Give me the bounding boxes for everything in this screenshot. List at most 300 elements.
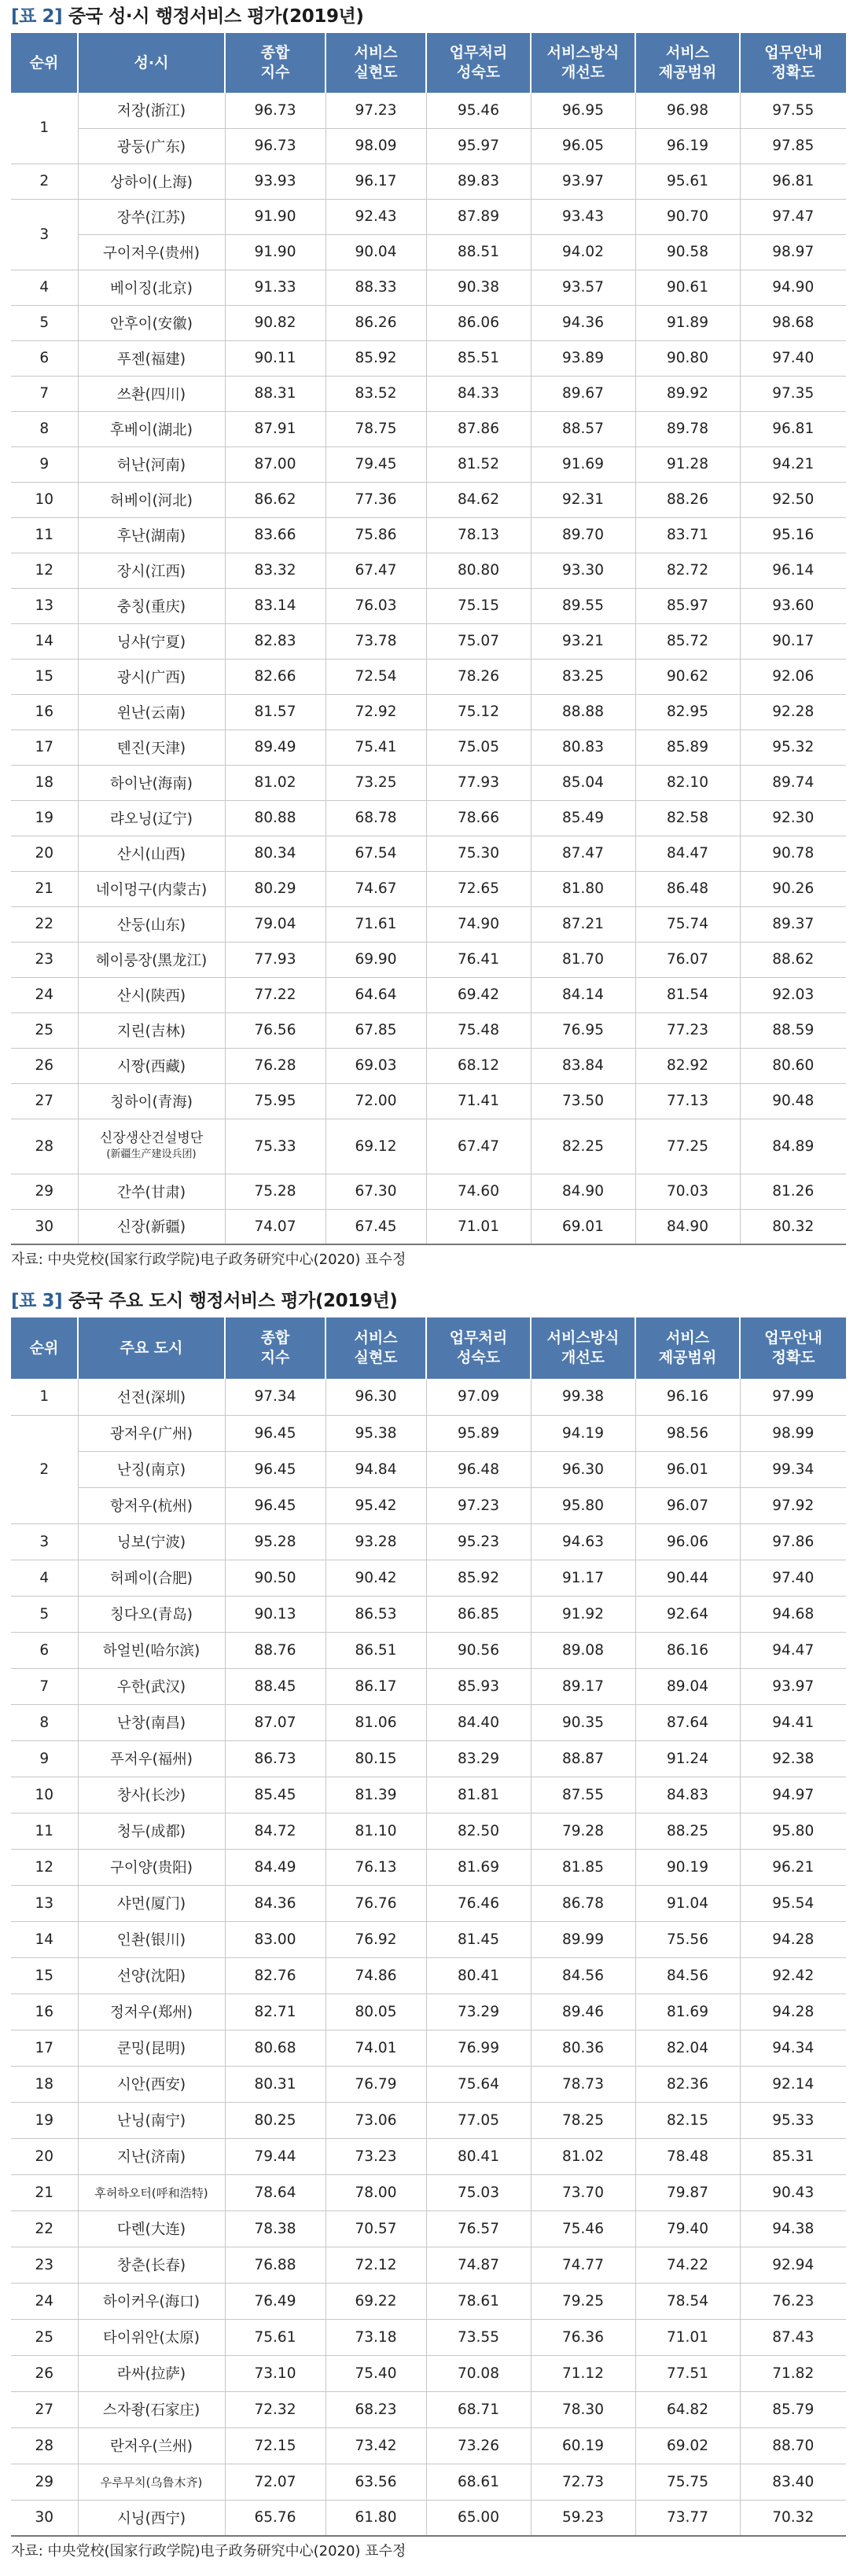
cell-service-realization: 67.47 <box>326 553 426 588</box>
cell-delivery-improvement: 72.73 <box>531 2464 635 2500</box>
cell-processing-maturity: 76.99 <box>426 2030 531 2066</box>
cell-processing-maturity: 97.23 <box>426 1487 531 1523</box>
cell-service-realization: 73.78 <box>326 623 426 659</box>
cell-composite-index: 80.88 <box>225 800 326 836</box>
cell-processing-maturity: 95.23 <box>426 1523 531 1560</box>
cell-service-realization: 97.23 <box>326 93 426 128</box>
cell-service-realization: 79.45 <box>326 446 426 482</box>
header-rank: 순위 <box>11 33 78 93</box>
cell-composite-index: 86.73 <box>225 1740 326 1777</box>
cell-composite-index: 80.29 <box>225 871 326 906</box>
cell-guidance-accuracy: 83.40 <box>740 2464 846 2500</box>
cell-composite-index: 90.50 <box>225 1560 326 1596</box>
table-row <box>11 659 846 694</box>
cell-composite-index: 88.76 <box>225 1632 326 1668</box>
cell-service-realization: 75.40 <box>326 2355 426 2391</box>
cell-composite-index: 87.00 <box>225 446 326 482</box>
cell-composite-index: 91.90 <box>225 199 326 234</box>
cell-service-scope: 64.82 <box>635 2391 740 2427</box>
cell-service-scope: 77.23 <box>635 1012 740 1048</box>
cell-rank: 30 <box>11 2500 78 2536</box>
cell-rank: 30 <box>11 1209 78 1244</box>
cell-composite-index: 83.32 <box>225 553 326 588</box>
cell-rank: 11 <box>11 517 78 553</box>
table-row <box>11 1704 846 1740</box>
table-header-row <box>11 1317 846 1379</box>
cell-service-scope: 82.58 <box>635 800 740 836</box>
cell-rank: 5 <box>11 305 78 340</box>
table-row <box>11 1740 846 1777</box>
cell-service-realization: 74.86 <box>326 1957 426 1994</box>
table-row <box>11 2391 846 2427</box>
cell-region: 허난(河南) <box>78 446 225 482</box>
cell-service-realization: 75.41 <box>326 729 426 765</box>
cell-service-realization: 70.57 <box>326 2210 426 2247</box>
cell-guidance-accuracy: 95.33 <box>740 2102 846 2138</box>
cell-processing-maturity: 81.69 <box>426 1849 531 1885</box>
cell-service-realization: 78.00 <box>326 2174 426 2210</box>
table-row <box>11 800 846 836</box>
cell-rank: 4 <box>11 1560 78 1596</box>
cell-service-scope: 77.51 <box>635 2355 740 2391</box>
cell-region: 지난(济南) <box>78 2138 225 2174</box>
cell-service-realization: 73.25 <box>326 765 426 800</box>
table-row <box>11 1596 846 1632</box>
cell-rank: 8 <box>11 411 78 446</box>
table-row <box>11 1994 846 2030</box>
table-row <box>11 2210 846 2247</box>
cell-service-scope: 78.54 <box>635 2283 740 2319</box>
cell-guidance-accuracy: 97.99 <box>740 1379 846 1415</box>
cell-service-realization: 96.17 <box>326 164 426 199</box>
table-row <box>11 305 846 340</box>
cell-guidance-accuracy: 94.68 <box>740 1596 846 1632</box>
cell-delivery-improvement: 78.30 <box>531 2391 635 2427</box>
cell-rank: 27 <box>11 2391 78 2427</box>
table-row <box>11 2247 846 2283</box>
cell-service-scope: 82.36 <box>635 2066 740 2102</box>
cell-service-scope: 96.16 <box>635 1379 740 1415</box>
cell-rank: 3 <box>11 199 78 270</box>
cell-region: 장쑤(江苏) <box>78 199 225 234</box>
cell-composite-index: 90.82 <box>225 305 326 340</box>
table-row <box>11 906 846 942</box>
cell-region: 창사(长沙) <box>78 1777 225 1813</box>
cell-region: 충칭(重庆) <box>78 588 225 623</box>
cell-service-realization: 76.92 <box>326 1921 426 1957</box>
cell-delivery-improvement: 82.25 <box>531 1119 635 1174</box>
cell-composite-index: 78.38 <box>225 2210 326 2247</box>
table-2-title <box>11 0 846 33</box>
cell-guidance-accuracy: 95.54 <box>740 1885 846 1921</box>
cell-rank: 6 <box>11 340 78 376</box>
cell-processing-maturity: 84.33 <box>426 376 531 411</box>
cell-region: 톈진(天津) <box>78 729 225 765</box>
cell-region: 하얼빈(哈尔滨) <box>78 1632 225 1668</box>
cell-rank: 7 <box>11 1668 78 1704</box>
cell-guidance-accuracy: 94.97 <box>740 1777 846 1813</box>
table-3-label: [표 3] <box>11 1291 63 1311</box>
cell-composite-index: 84.72 <box>225 1813 326 1849</box>
table-2-title-text: 중국 성·시 행정서비스 평가(2019년) <box>68 6 364 27</box>
cell-rank: 12 <box>11 553 78 588</box>
cell-rank: 12 <box>11 1849 78 1885</box>
cell-region: 지린(吉林) <box>78 1012 225 1048</box>
table-row <box>11 1451 846 1487</box>
table-row <box>11 482 846 517</box>
cell-service-scope: 75.74 <box>635 906 740 942</box>
cell-processing-maturity: 80.41 <box>426 1957 531 1994</box>
cell-rank: 5 <box>11 1596 78 1632</box>
cell-processing-maturity: 76.41 <box>426 942 531 977</box>
cell-service-scope: 98.56 <box>635 1415 740 1451</box>
cell-region: 난닝(南宁) <box>78 2102 225 2138</box>
cell-delivery-improvement: 69.01 <box>531 1209 635 1244</box>
cell-rank: 17 <box>11 2030 78 2066</box>
cell-processing-maturity: 73.26 <box>426 2427 531 2464</box>
table-row <box>11 694 846 729</box>
cell-processing-maturity: 74.60 <box>426 1174 531 1209</box>
cell-guidance-accuracy: 94.21 <box>740 446 846 482</box>
cell-delivery-improvement: 88.57 <box>531 411 635 446</box>
cell-guidance-accuracy: 92.06 <box>740 659 846 694</box>
cell-rank: 9 <box>11 446 78 482</box>
cell-rank: 29 <box>11 2464 78 2500</box>
header-processing-maturity: 업무처리 성숙도 <box>426 33 531 93</box>
cell-processing-maturity: 85.92 <box>426 1560 531 1596</box>
table-row <box>11 977 846 1012</box>
cell-service-scope: 90.62 <box>635 659 740 694</box>
table-row <box>11 1119 846 1174</box>
cell-region: 시안(西安) <box>78 2066 225 2102</box>
cell-guidance-accuracy: 98.97 <box>740 234 846 270</box>
cell-rank: 26 <box>11 1048 78 1083</box>
cell-service-scope: 90.61 <box>635 270 740 305</box>
cell-service-scope: 85.72 <box>635 623 740 659</box>
cell-guidance-accuracy: 92.03 <box>740 977 846 1012</box>
cell-guidance-accuracy: 85.79 <box>740 2391 846 2427</box>
cell-guidance-accuracy: 99.34 <box>740 1451 846 1487</box>
cell-processing-maturity: 75.48 <box>426 1012 531 1048</box>
cell-service-realization: 72.54 <box>326 659 426 694</box>
cell-delivery-improvement: 84.14 <box>531 977 635 1012</box>
cell-rank: 3 <box>11 1523 78 1560</box>
cell-service-scope: 82.72 <box>635 553 740 588</box>
cell-composite-index: 96.73 <box>225 128 326 164</box>
cell-rank: 29 <box>11 1174 78 1209</box>
cell-region: 광둥(广东) <box>78 128 225 164</box>
table-row <box>11 1012 846 1048</box>
cell-region: 베이징(北京) <box>78 270 225 305</box>
cell-composite-index: 72.07 <box>225 2464 326 2500</box>
cell-composite-index: 78.64 <box>225 2174 326 2210</box>
cell-composite-index: 97.34 <box>225 1379 326 1415</box>
cell-service-realization: 68.23 <box>326 2391 426 2427</box>
cell-composite-index: 89.49 <box>225 729 326 765</box>
cell-delivery-improvement: 78.25 <box>531 2102 635 2138</box>
cell-service-realization: 81.06 <box>326 1704 426 1740</box>
cell-processing-maturity: 77.93 <box>426 765 531 800</box>
cell-processing-maturity: 65.00 <box>426 2500 531 2536</box>
cell-composite-index: 90.11 <box>225 340 326 376</box>
cell-service-realization: 76.13 <box>326 1849 426 1885</box>
table-row <box>11 765 846 800</box>
header-region: 성·시 <box>78 33 225 93</box>
cell-service-scope: 71.01 <box>635 2319 740 2355</box>
cell-region: 스자좡(石家庄) <box>78 2391 225 2427</box>
cell-processing-maturity: 85.51 <box>426 340 531 376</box>
cell-rank: 4 <box>11 270 78 305</box>
cell-rank: 21 <box>11 871 78 906</box>
cell-region: 안후이(安徽) <box>78 305 225 340</box>
cell-delivery-improvement: 79.28 <box>531 1813 635 1849</box>
cell-rank: 20 <box>11 2138 78 2174</box>
cell-region: 정저우(郑州) <box>78 1994 225 2030</box>
cell-delivery-improvement: 76.95 <box>531 1012 635 1048</box>
cell-processing-maturity: 87.89 <box>426 199 531 234</box>
cell-service-scope: 91.89 <box>635 305 740 340</box>
cell-delivery-improvement: 81.80 <box>531 871 635 906</box>
cell-service-scope: 74.22 <box>635 2247 740 2283</box>
cell-processing-maturity: 75.05 <box>426 729 531 765</box>
cell-region: 난징(南京) <box>78 1451 225 1487</box>
table-row <box>11 588 846 623</box>
cell-service-scope: 90.58 <box>635 234 740 270</box>
cell-service-realization: 86.53 <box>326 1596 426 1632</box>
cell-rank: 13 <box>11 1885 78 1921</box>
cell-composite-index: 80.34 <box>225 836 326 871</box>
cell-region: 헤이룽장(黑龙江) <box>78 942 225 977</box>
cell-region: 구이양(贵阳) <box>78 1849 225 1885</box>
cell-service-realization: 80.05 <box>326 1994 426 2030</box>
cell-region: 간쑤(甘肃) <box>78 1174 225 1209</box>
table-row <box>11 1048 846 1083</box>
cell-composite-index: 76.28 <box>225 1048 326 1083</box>
cell-composite-index: 87.91 <box>225 411 326 446</box>
cell-service-scope: 92.64 <box>635 1596 740 1632</box>
cell-service-realization: 72.00 <box>326 1083 426 1119</box>
cell-rank: 14 <box>11 1921 78 1957</box>
cell-delivery-improvement: 94.36 <box>531 305 635 340</box>
cell-delivery-improvement: 93.43 <box>531 199 635 234</box>
cell-service-scope: 91.24 <box>635 1740 740 1777</box>
cell-guidance-accuracy: 88.62 <box>740 942 846 977</box>
cell-service-scope: 96.98 <box>635 93 740 128</box>
cell-service-scope: 87.64 <box>635 1704 740 1740</box>
cell-service-scope: 81.54 <box>635 977 740 1012</box>
cell-rank: 16 <box>11 694 78 729</box>
cell-guidance-accuracy: 94.90 <box>740 270 846 305</box>
table-row <box>11 1487 846 1523</box>
table-row <box>11 2102 846 2138</box>
table-row <box>11 1174 846 1209</box>
cell-service-scope: 89.78 <box>635 411 740 446</box>
cell-region: 인촨(银川) <box>78 1921 225 1957</box>
cell-guidance-accuracy: 96.21 <box>740 1849 846 1885</box>
cell-service-scope: 70.03 <box>635 1174 740 1209</box>
cell-region: 타이위안(太原) <box>78 2319 225 2355</box>
cell-rank: 23 <box>11 942 78 977</box>
cell-processing-maturity: 75.15 <box>426 588 531 623</box>
cell-service-scope: 86.16 <box>635 1632 740 1668</box>
cell-service-realization: 67.85 <box>326 1012 426 1048</box>
table-row <box>11 2500 846 2536</box>
cell-region: 후난(湖南) <box>78 517 225 553</box>
cell-rank: 18 <box>11 765 78 800</box>
cell-service-realization: 98.09 <box>326 128 426 164</box>
cell-service-realization: 67.54 <box>326 836 426 871</box>
cell-composite-index: 72.32 <box>225 2391 326 2427</box>
cell-region: 시짱(西藏) <box>78 1048 225 1083</box>
cell-service-realization: 61.80 <box>326 2500 426 2536</box>
cell-region: 허페이(合肥) <box>78 1560 225 1596</box>
cell-service-scope: 89.04 <box>635 1668 740 1704</box>
cell-service-realization: 92.43 <box>326 199 426 234</box>
header-rank: 순위 <box>11 1317 78 1379</box>
cell-region: 후베이(湖北) <box>78 411 225 446</box>
cell-service-scope: 85.97 <box>635 588 740 623</box>
cell-processing-maturity: 75.03 <box>426 2174 531 2210</box>
cell-composite-index: 75.28 <box>225 1174 326 1209</box>
cell-rank: 23 <box>11 2247 78 2283</box>
cell-service-scope: 88.25 <box>635 1813 740 1849</box>
cell-processing-maturity: 77.05 <box>426 2102 531 2138</box>
cell-guidance-accuracy: 90.78 <box>740 836 846 871</box>
cell-composite-index: 72.15 <box>225 2427 326 2464</box>
cell-delivery-improvement: 59.23 <box>531 2500 635 2536</box>
cell-composite-index: 84.49 <box>225 1849 326 1885</box>
cell-rank: 27 <box>11 1083 78 1119</box>
cell-service-realization: 73.23 <box>326 2138 426 2174</box>
cell-service-realization: 74.67 <box>326 871 426 906</box>
table-row <box>11 1777 846 1813</box>
cell-rank: 20 <box>11 836 78 871</box>
cell-processing-maturity: 78.61 <box>426 2283 531 2319</box>
cell-guidance-accuracy: 97.47 <box>740 199 846 234</box>
cell-composite-index: 73.10 <box>225 2355 326 2391</box>
cell-processing-maturity: 84.40 <box>426 1704 531 1740</box>
table-row <box>11 517 846 553</box>
cell-delivery-improvement: 89.99 <box>531 1921 635 1957</box>
cell-processing-maturity: 78.66 <box>426 800 531 836</box>
table-row <box>11 93 846 128</box>
cell-composite-index: 96.45 <box>225 1487 326 1523</box>
cell-delivery-improvement: 75.46 <box>531 2210 635 2247</box>
cell-composite-index: 77.93 <box>225 942 326 977</box>
cell-service-scope: 88.26 <box>635 482 740 517</box>
cell-service-realization: 76.76 <box>326 1885 426 1921</box>
cell-delivery-improvement: 99.38 <box>531 1379 635 1415</box>
table-2-source: 자료: 中央党校(国家行政学院)电子政务研究中心(2020) 표수정 <box>11 1251 406 1268</box>
cell-delivery-improvement: 87.21 <box>531 906 635 942</box>
cell-composite-index: 77.22 <box>225 977 326 1012</box>
cell-service-scope: 79.40 <box>635 2210 740 2247</box>
cell-region: 저장(浙江) <box>78 93 225 128</box>
cell-service-scope: 76.07 <box>635 942 740 977</box>
cell-composite-index: 91.33 <box>225 270 326 305</box>
cell-guidance-accuracy: 94.41 <box>740 1704 846 1740</box>
cell-rank: 14 <box>11 623 78 659</box>
cell-processing-maturity: 89.83 <box>426 164 531 199</box>
cell-rank: 18 <box>11 2066 78 2102</box>
cell-delivery-improvement: 89.46 <box>531 1994 635 2030</box>
cell-guidance-accuracy: 96.81 <box>740 411 846 446</box>
cell-delivery-improvement: 89.67 <box>531 376 635 411</box>
cell-guidance-accuracy: 96.14 <box>740 553 846 588</box>
cell-rank: 10 <box>11 482 78 517</box>
cell-region: 닝샤(宁夏) <box>78 623 225 659</box>
cell-service-realization: 73.18 <box>326 2319 426 2355</box>
cell-service-scope: 96.01 <box>635 1451 740 1487</box>
table-body <box>11 1379 846 2536</box>
cell-guidance-accuracy: 92.38 <box>740 1740 846 1777</box>
cell-processing-maturity: 75.12 <box>426 694 531 729</box>
cell-region: 우루무치(乌鲁木齐) <box>78 2464 225 2500</box>
cell-delivery-improvement: 73.50 <box>531 1083 635 1119</box>
table-row <box>11 1813 846 1849</box>
cell-service-realization: 94.84 <box>326 1451 426 1487</box>
cell-rank: 28 <box>11 2427 78 2464</box>
cell-delivery-improvement: 80.36 <box>531 2030 635 2066</box>
cell-service-scope: 86.48 <box>635 871 740 906</box>
cell-service-scope: 83.71 <box>635 517 740 553</box>
cell-rank: 28 <box>11 1119 78 1174</box>
cell-region: 창춘(长春) <box>78 2247 225 2283</box>
cell-delivery-improvement: 81.70 <box>531 942 635 977</box>
cell-delivery-improvement: 85.04 <box>531 765 635 800</box>
cell-guidance-accuracy: 98.68 <box>740 305 846 340</box>
cell-service-scope: 91.28 <box>635 446 740 482</box>
cell-processing-maturity: 73.29 <box>426 1994 531 2030</box>
table-3-title <box>11 1284 846 1317</box>
cell-delivery-improvement: 89.17 <box>531 1668 635 1704</box>
cell-delivery-improvement: 84.56 <box>531 1957 635 1994</box>
cell-guidance-accuracy: 97.35 <box>740 376 846 411</box>
cell-processing-maturity: 75.30 <box>426 836 531 871</box>
cell-guidance-accuracy: 92.14 <box>740 2066 846 2102</box>
header-composite-index: 종합 지수 <box>225 1317 326 1379</box>
cell-composite-index: 96.45 <box>225 1415 326 1451</box>
cell-service-realization: 69.12 <box>326 1119 426 1174</box>
cell-rank: 2 <box>11 1415 78 1523</box>
cell-composite-index: 76.49 <box>225 2283 326 2319</box>
cell-processing-maturity: 81.45 <box>426 1921 531 1957</box>
table-row <box>11 2319 846 2355</box>
cell-delivery-improvement: 96.95 <box>531 93 635 128</box>
cell-service-realization: 93.28 <box>326 1523 426 1560</box>
cell-service-scope: 77.13 <box>635 1083 740 1119</box>
cell-rank: 16 <box>11 1994 78 2030</box>
cell-region: 산둥(山东) <box>78 906 225 942</box>
cell-processing-maturity: 70.08 <box>426 2355 531 2391</box>
cell-delivery-improvement: 85.49 <box>531 800 635 836</box>
cell-processing-maturity: 85.93 <box>426 1668 531 1704</box>
cell-service-realization: 86.26 <box>326 305 426 340</box>
cell-region: 광저우(广州) <box>78 1415 225 1451</box>
cell-delivery-improvement: 93.30 <box>531 553 635 588</box>
cell-service-realization: 86.17 <box>326 1668 426 1704</box>
cell-guidance-accuracy: 94.34 <box>740 2030 846 2066</box>
cell-service-realization: 88.33 <box>326 270 426 305</box>
cell-rank: 2 <box>11 164 78 199</box>
cell-processing-maturity: 95.89 <box>426 1415 531 1451</box>
cell-delivery-improvement: 91.69 <box>531 446 635 482</box>
table-row <box>11 871 846 906</box>
cell-delivery-improvement: 94.19 <box>531 1415 635 1451</box>
cell-region: 윈난(云南) <box>78 694 225 729</box>
cell-rank: 22 <box>11 906 78 942</box>
cell-guidance-accuracy: 93.60 <box>740 588 846 623</box>
